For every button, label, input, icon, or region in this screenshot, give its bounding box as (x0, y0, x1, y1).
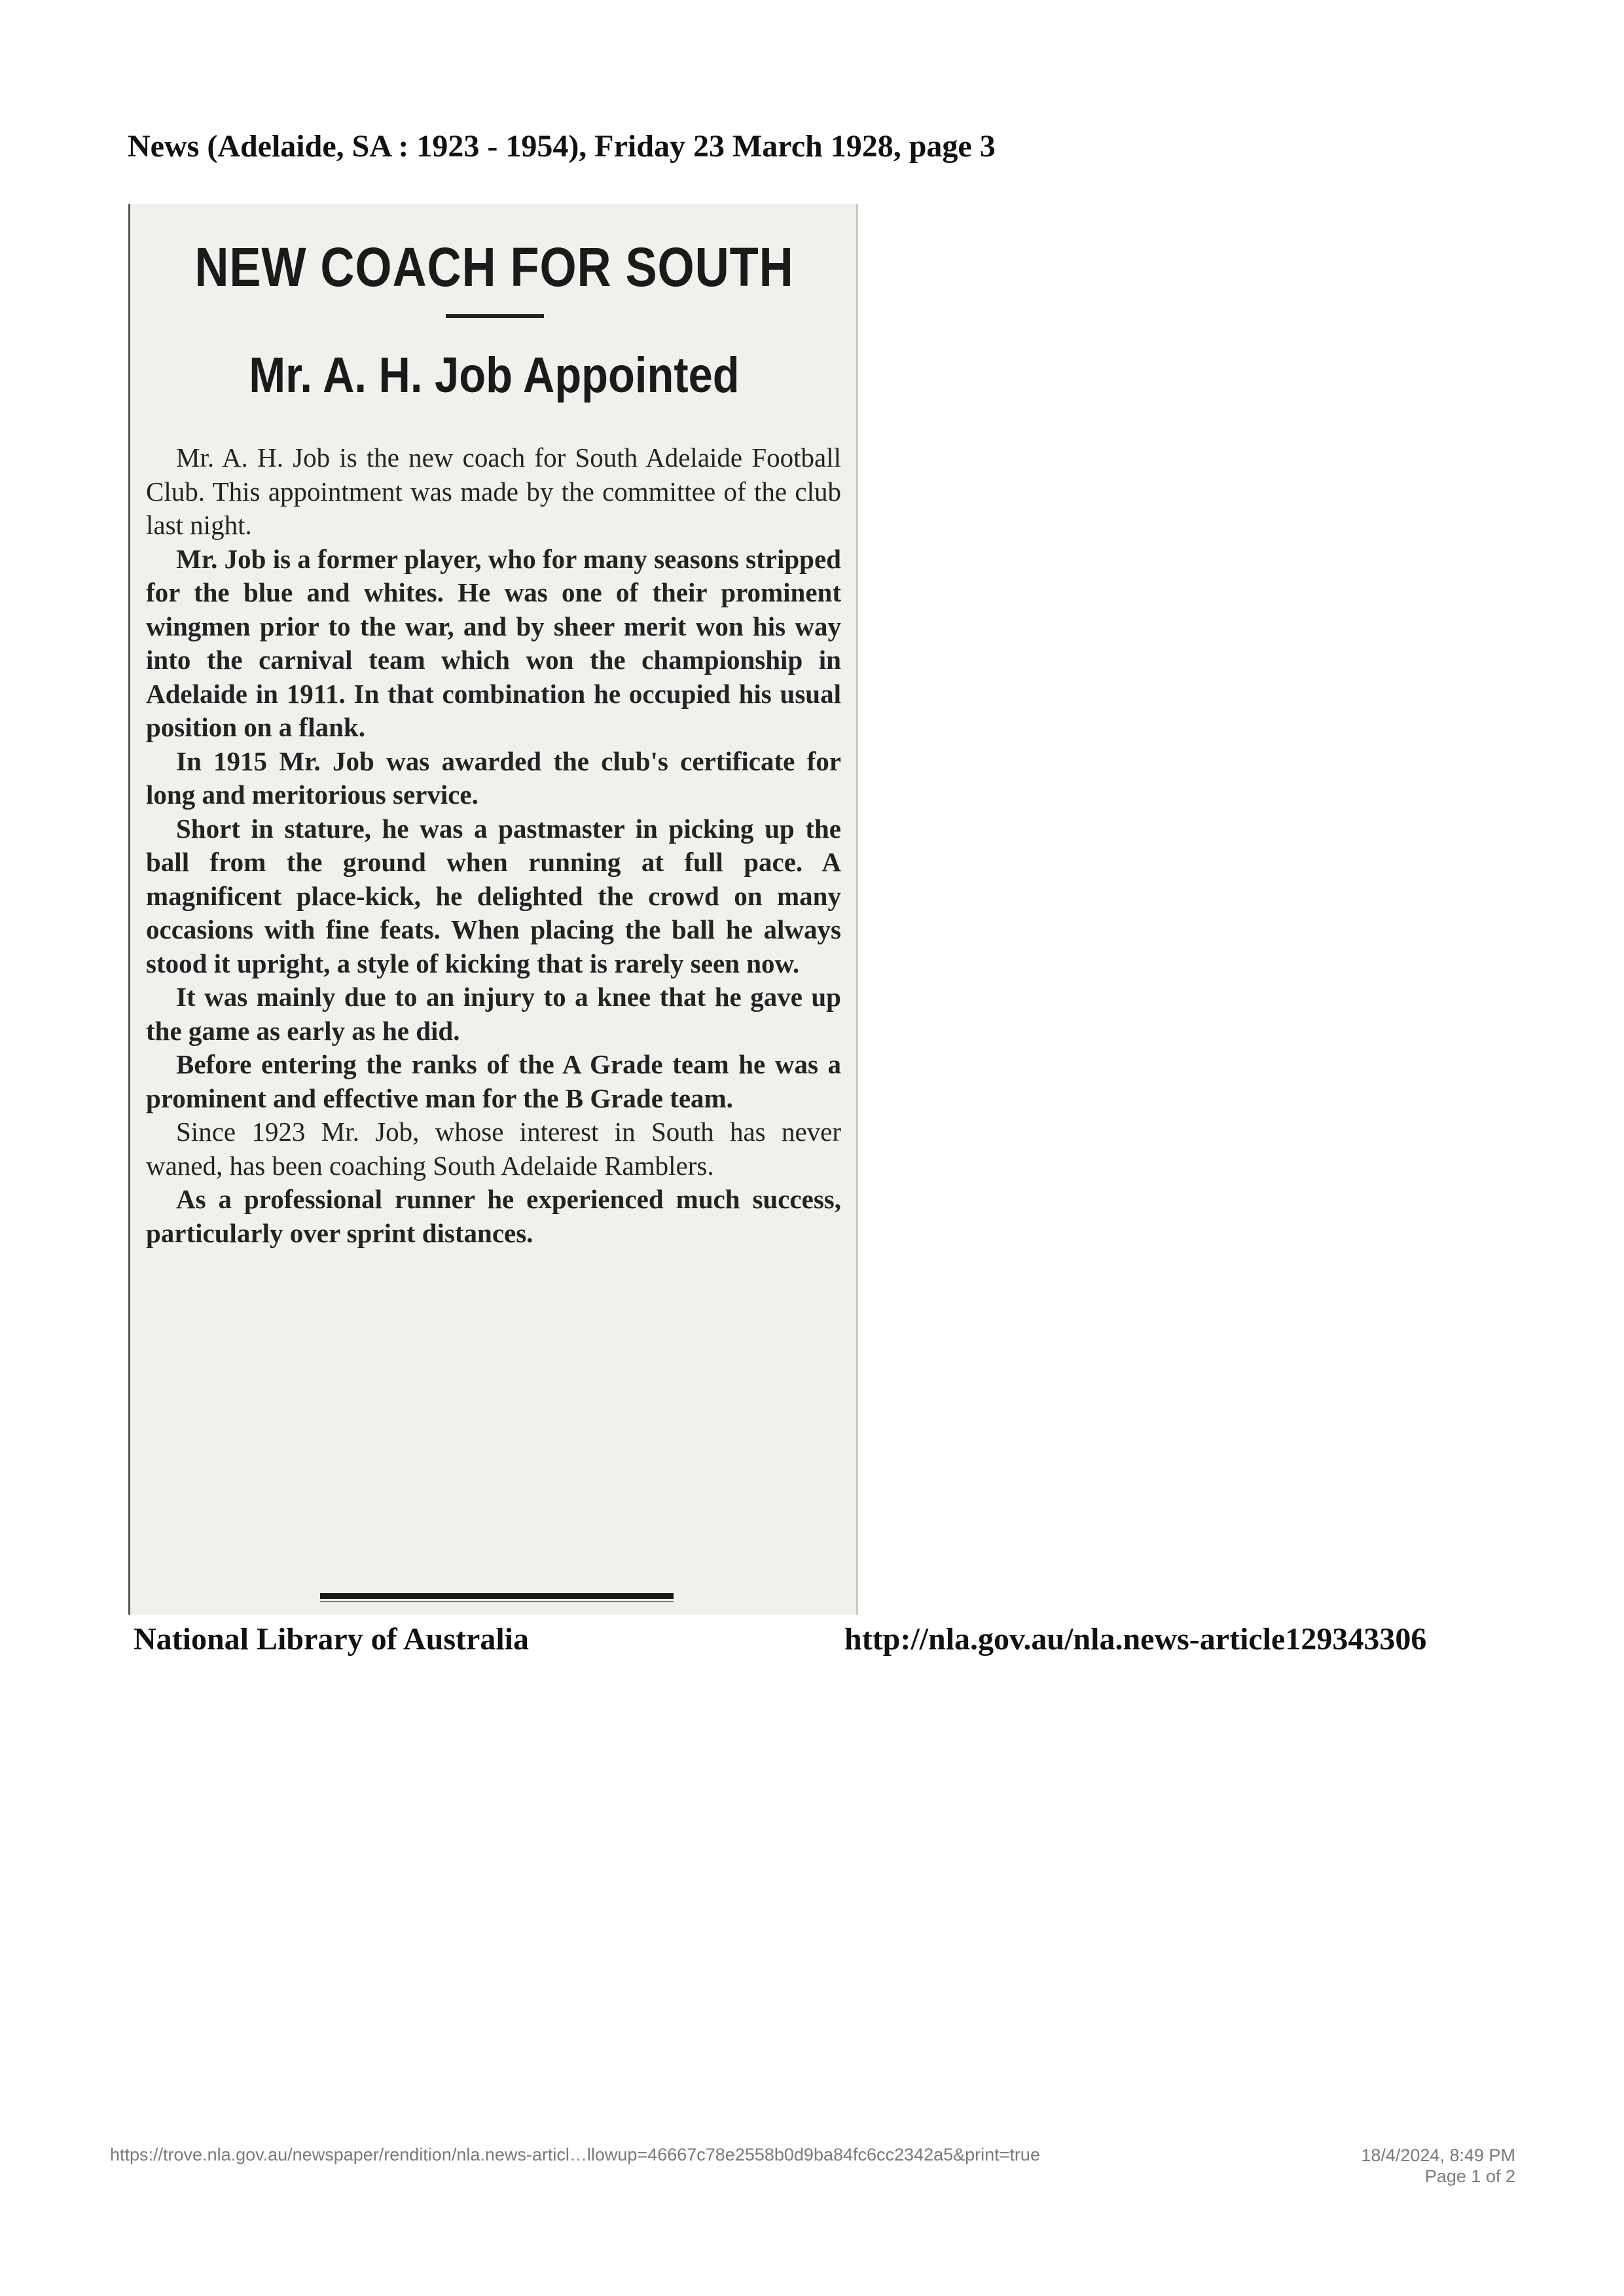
citation-header: News (Adelaide, SA : 1923 - 1954), Friday 23 March 1928, page 3 (128, 129, 996, 164)
article-paragraph: Short in stature, he was a pastmaster in picking up the ball from the ground when running at full pace. A magnificent place-kick, he delighted the crowd on many occasions with fine feats. When placing the ball he always stood it upright, a style of kicking that is rarely seen now. (146, 813, 841, 978)
article-paragraph: Mr. Job is a former player, who for many seasons stripped for the blue and whites. He was one of their prominent wingmen prior to the war, and by sheer merit won his way into the carnival team which won the championship in Adelaide in 1911. In that combination he occupied his usual position on a flank. (146, 543, 841, 742)
article-subheadline: Mr. A. H. Job Appointed (249, 348, 740, 403)
article-paragraph: Mr. A. H. Job is the new coach for South Adelaide Football Club. This appointment was made by the committee of the club last night. (146, 442, 841, 540)
article-paragraph: In 1915 Mr. Job was awarded the club's certificate for long and meritorious service. (146, 745, 841, 810)
article-headline: NEW COACH FOR SOUTH (194, 236, 794, 298)
article-paragraph: As a professional runner he experienced much success, particularly over sprint distances. (146, 1184, 841, 1248)
headline-divider (446, 314, 544, 318)
article-end-rule (320, 1593, 674, 1599)
article-body (146, 441, 841, 1250)
print-datetime: 18/4/2024, 8:49 PM (1361, 2145, 1515, 2165)
print-page-number: Page 1 of 2 (1424, 2166, 1515, 2186)
print-source-url: https://trove.nla.gov.au/newspaper/rendition/nla.news-articl…llowup=46667c78e2558b0d9ba84fc6cc2342a5&print=true (110, 2145, 1040, 2164)
article-paragraph: Since 1923 Mr. Job, whose interest in South has never waned, has been coaching South Adelaide Ramblers. (146, 1117, 841, 1181)
print-meta (1361, 2145, 1515, 2187)
article-end-rule-thin (320, 1601, 674, 1602)
article-paragraph: It was mainly due to an injury to a knee that he gave up the game as early as he did. (146, 982, 841, 1046)
newspaper-clipping (128, 204, 858, 1615)
clipping-edge (856, 204, 858, 1615)
article-paragraph: Before entering the ranks of the A Grade team he was a prominent and effective man for the B Grade team. (146, 1049, 841, 1113)
article-permalink[interactable]: http://nla.gov.au/nla.news-article129343306 (844, 1622, 1427, 1657)
library-credit: National Library of Australia (134, 1622, 530, 1657)
